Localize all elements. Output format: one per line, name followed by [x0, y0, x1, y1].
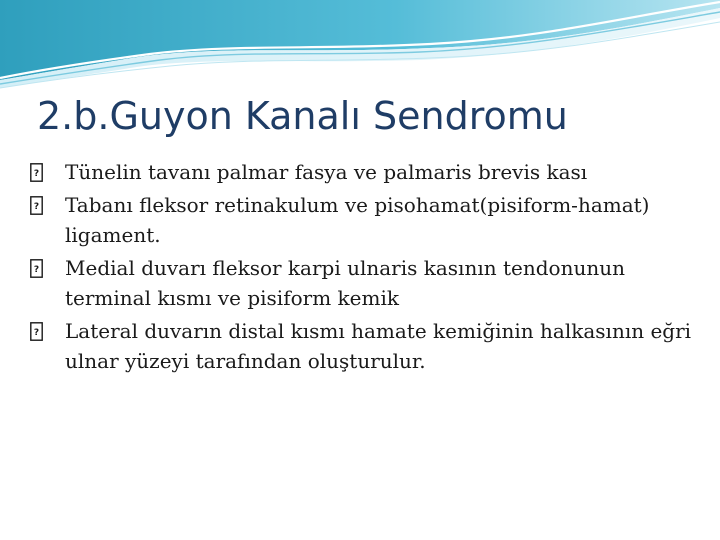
svg-text:?: ?: [33, 264, 40, 275]
slide-title: 2.b.Guyon Kanalı Sendromu: [37, 94, 568, 138]
svg-text:?: ?: [33, 327, 40, 338]
bullet-list: [30, 157, 702, 379]
missing-glyph-box-icon: [30, 157, 65, 187]
bullet-item: [30, 157, 702, 187]
svg-text:?: ?: [33, 201, 40, 212]
bullet-text: Tabanı fleksor retinakulum ve pisohamat(pisiform-hamat) ligament.: [65, 193, 650, 247]
bullet-item: [30, 253, 702, 313]
header-wave-decoration: [0, 0, 720, 90]
missing-glyph-box-icon: [30, 190, 65, 220]
bullet-text: Medial duvarı fleksor karpi ulnaris kasının tendonunun terminal kısmı ve pisiform kemik: [65, 256, 625, 310]
missing-glyph-box-icon: [30, 316, 65, 346]
bullet-item: [30, 316, 702, 376]
bullet-text: Tünelin tavanı palmar fasya ve palmaris brevis kası: [65, 160, 588, 184]
svg-text:?: ?: [33, 168, 40, 179]
bullet-item: [30, 190, 702, 250]
bullet-text: Lateral duvarın distal kısmı hamate kemiğinin halkasının eğri ulnar yüzeyi tarafından oluşturulur.: [65, 319, 692, 373]
missing-glyph-box-icon: [30, 253, 65, 283]
